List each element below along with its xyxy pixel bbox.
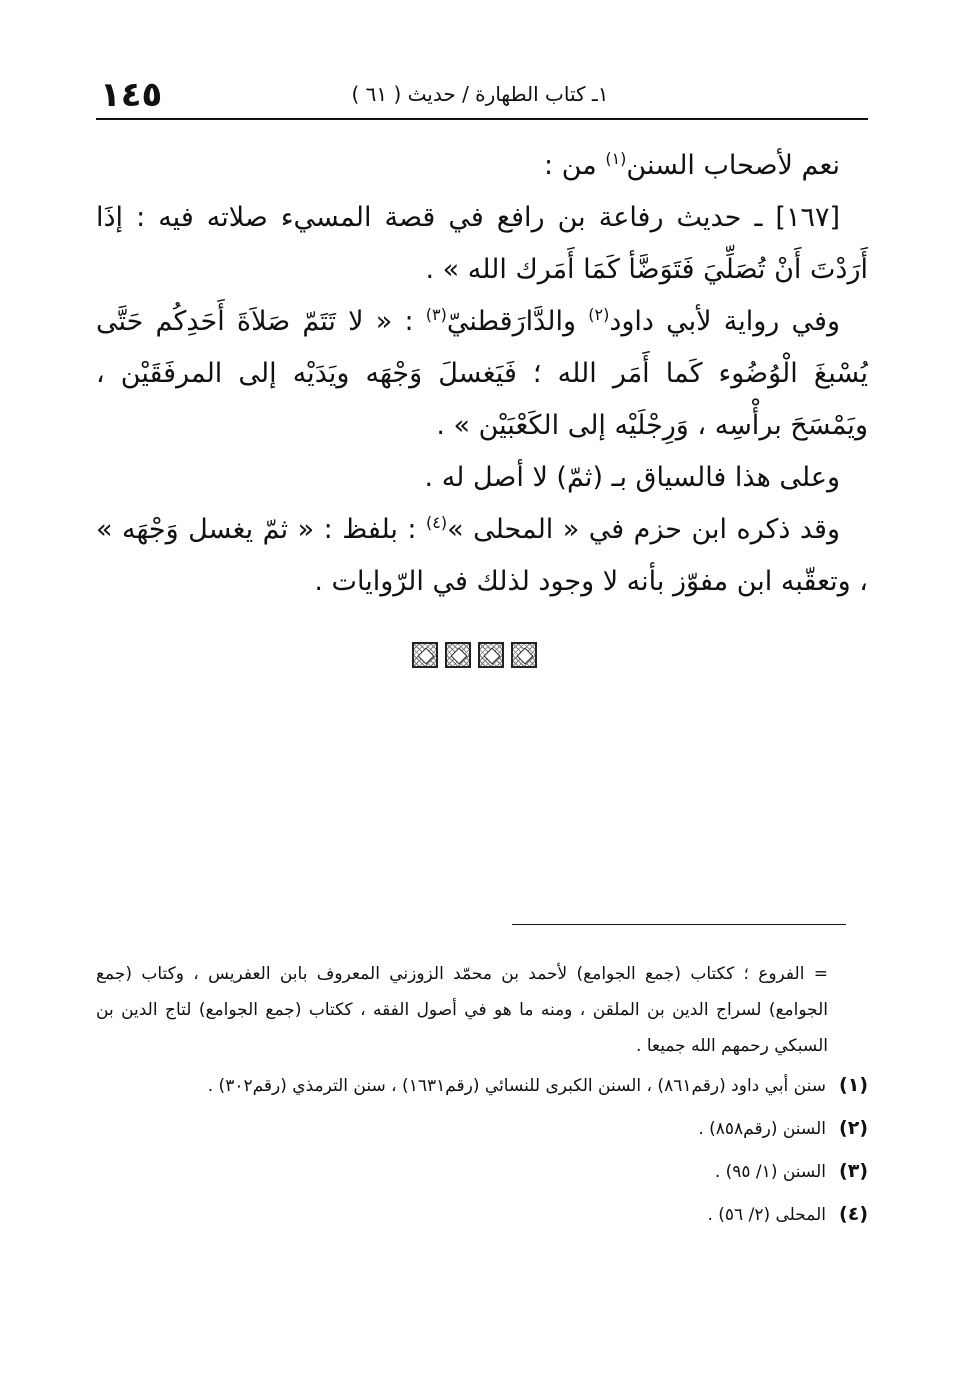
- footnote-item: [96, 1193, 868, 1236]
- footnote-text: المحلى (٢/ ٥٦) .: [707, 1205, 826, 1225]
- section-ornament: [412, 642, 537, 668]
- running-title: ١ـ كتاب الطهارة / حديث ( ٦١ ): [351, 82, 609, 106]
- footnote-separator: [512, 924, 846, 925]
- footnote-number: (٣): [839, 1160, 868, 1182]
- paragraph-1-text: نعم لأصحاب السنن: [626, 150, 840, 181]
- paragraph-1-text-end: من :: [544, 150, 606, 181]
- header-rule: [96, 118, 868, 120]
- footnote-continuation: = الفروع ؛ ككتاب (جمع الجوامع) لأحمد بن محمّد الزوزني المعروف بابن العفريس ، وكتاب (جمع الجوامع) لسراج الدين بن الملقن ، ومنه ما هو في أصول الفقه ، ككتاب (جمع الجوامع) لتاج الدين بن السبكي رحمهم الله جميعا .: [96, 964, 828, 1056]
- paragraph-1: [96, 140, 868, 192]
- footnote-item: [96, 1150, 868, 1193]
- footnote-text: السنن (رقم٨٥٨) .: [698, 1119, 826, 1139]
- footnote-ref-1: (١): [605, 149, 627, 168]
- paragraph-3-text-b: والدَّارَقطنيّ: [446, 306, 589, 337]
- footnote-ref-2: (٢): [588, 305, 610, 324]
- footnote-number: (٢): [839, 1117, 868, 1139]
- paragraph-4: وعلى هذا فالسياق بـ (ثمّ) لا أصل له .: [424, 462, 840, 493]
- paragraph-5-text-a: وقد ذكره ابن حزم في « المحلى »: [447, 514, 840, 545]
- paragraph-3-text-a: وفي رواية لأبي داود: [609, 306, 840, 337]
- footnote-number: (٤): [839, 1203, 868, 1225]
- paragraph-3: [96, 296, 868, 452]
- footnote-item: [96, 1064, 868, 1107]
- footnotes: [96, 956, 868, 1236]
- footnote-text: السنن (١/ ٩٥) .: [714, 1162, 826, 1182]
- ornament-tile-icon: [445, 642, 471, 668]
- ornament-tile-icon: [478, 642, 504, 668]
- footnote-item: [96, 1107, 868, 1150]
- ornament-tile-icon: [511, 642, 537, 668]
- paragraph-5: [96, 504, 868, 608]
- page-number: ١٤٥: [100, 75, 163, 115]
- footnote-number: (١): [839, 1074, 868, 1096]
- footnote-ref-4: (٤): [426, 513, 448, 532]
- paragraph-3-text-c: : « لا تَتَمّ صَلاَةَ أَحَدِكُم حَتَّى يُسْبغَ الْوُضُوء كَما أَمَر الله ؛ فَيَغسلَ وَجْهَه ويَدَيْه إلى المرفَقَيْن ، ويَمْسَحَ برأْسِه ، وَرِجْلَيْه إلى الكَعْبَيْن » .: [96, 306, 868, 441]
- footnote-text: سنن أبي داود (رقم٨٦١) ، السنن الكبرى للنسائي (رقم١٦٣١) ، سنن الترمذي (رقم٣٠٢) .: [207, 1076, 826, 1096]
- footnote-ref-3: (٣): [425, 305, 447, 324]
- paragraph-5-text-b: : بلفظ : « ثمّ يغسل وَجْهَه » ، وتعقّبه ابن مفوّز بأنه لا وجود لذلك في الرّوايات .: [96, 514, 868, 597]
- paragraph-2: [١٦٧] ـ حديث رفاعة بن رافع في قصة المسيء صلاته فيه : إذَا أَرَدْتَ أَنْ تُصَلِّيَ فَتَوَضَّأ كَمَا أَمَرك الله » .: [96, 202, 868, 285]
- ornament-tile-icon: [412, 642, 438, 668]
- main-text: [96, 140, 868, 608]
